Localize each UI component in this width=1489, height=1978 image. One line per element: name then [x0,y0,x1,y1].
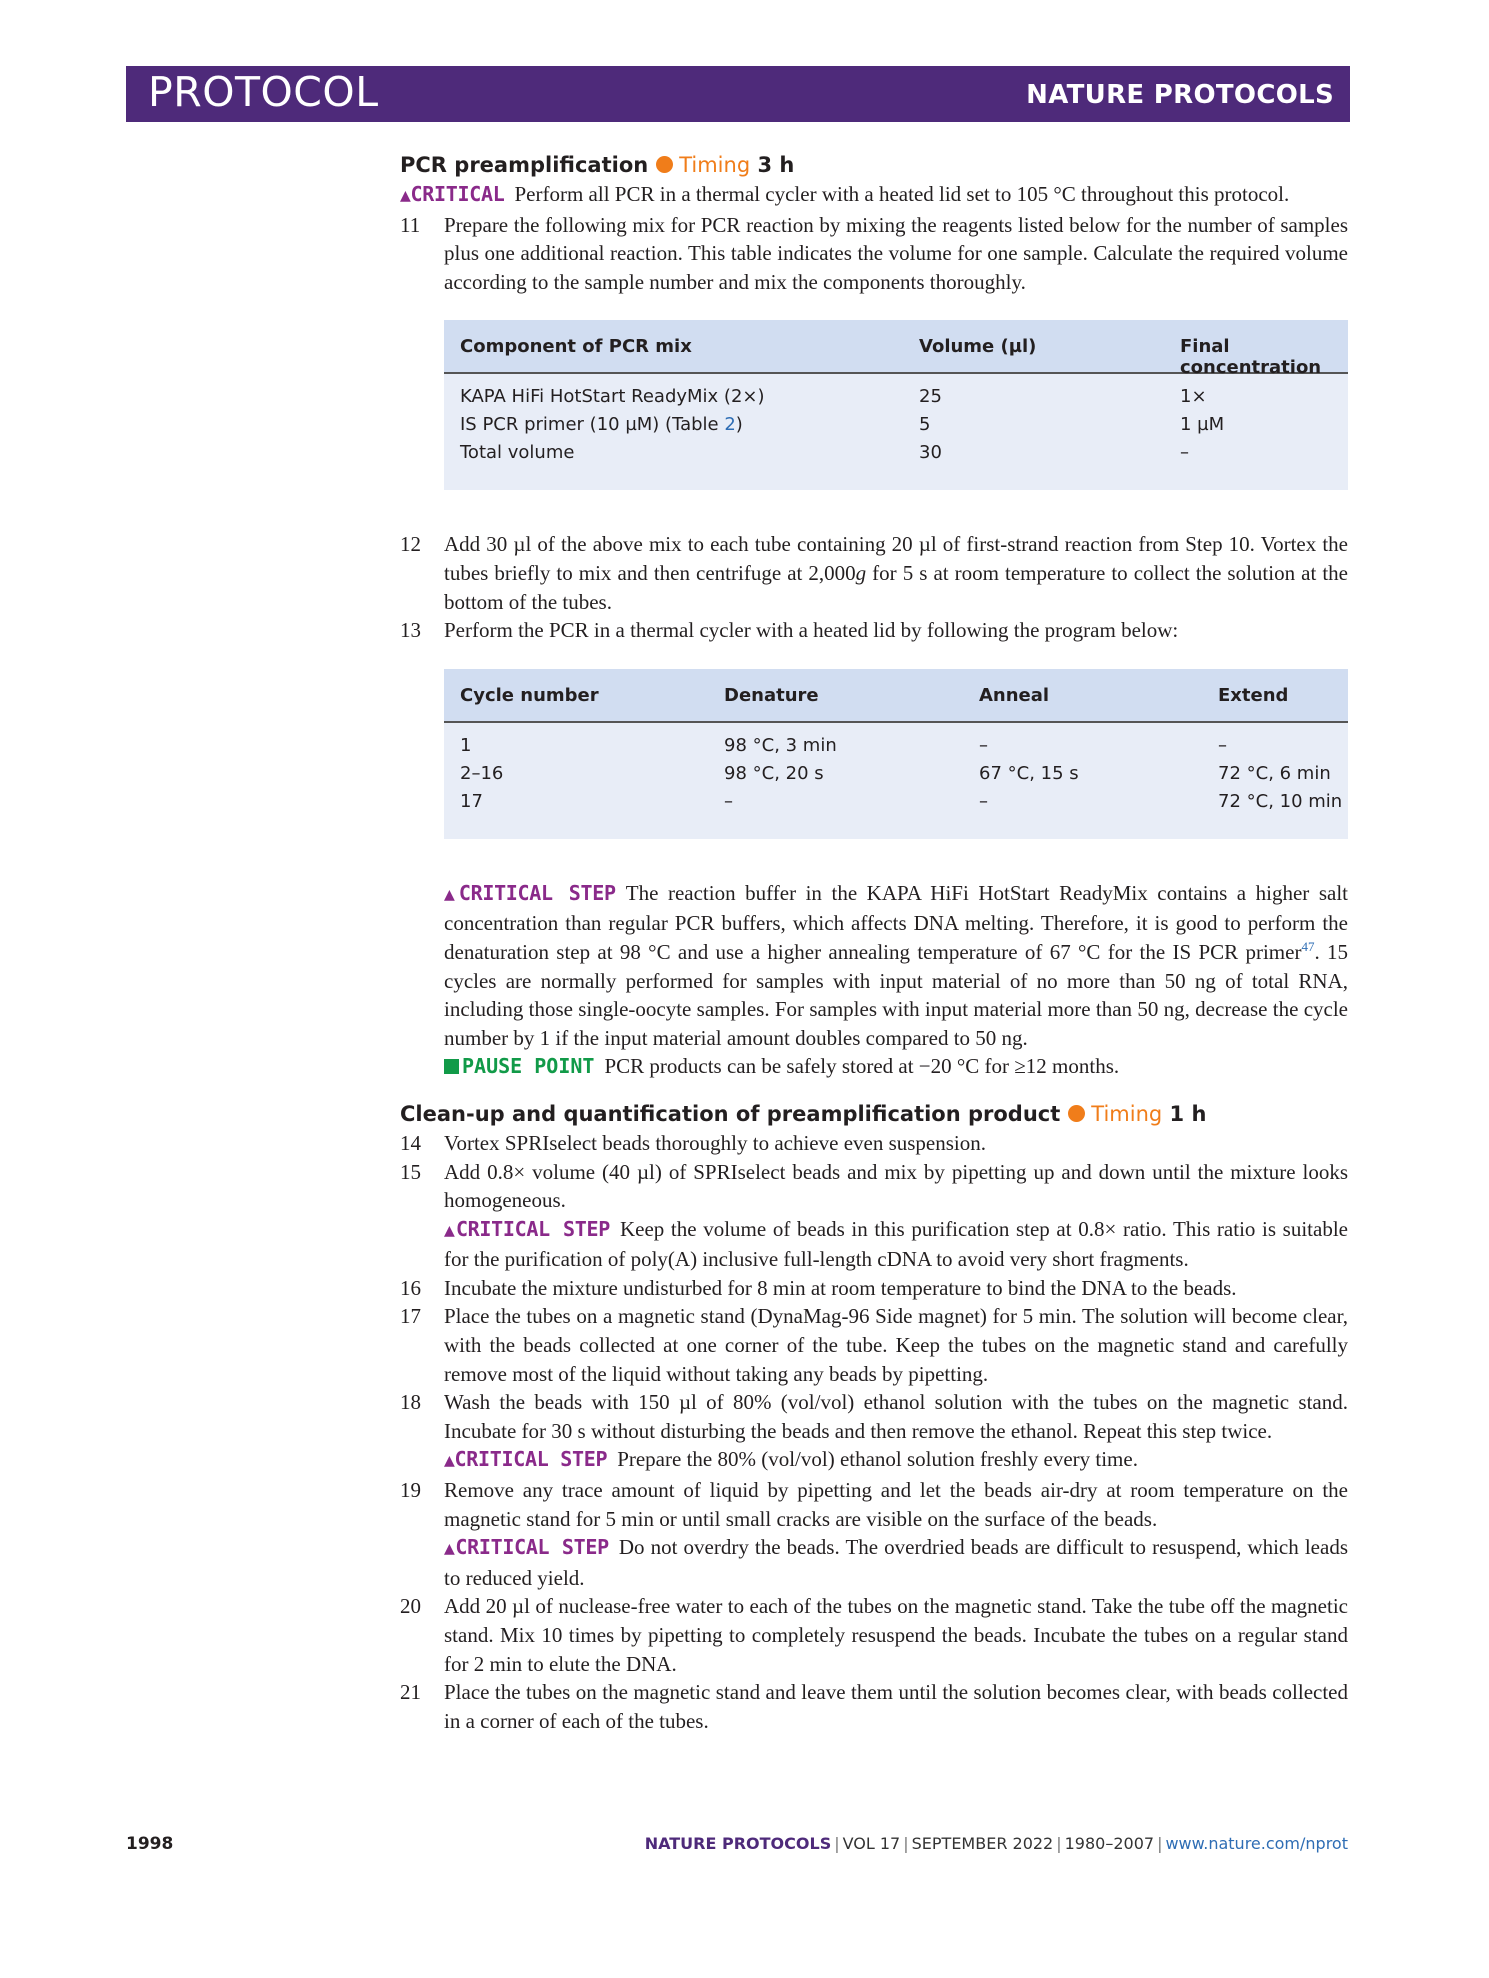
step-text: Place the tubes on a magnetic stand (DynaMag-96 Side magnet) for 5 min. The solution will become clear, with the beads collected at one corner of the tube. Keep the tubes on the magnetic stand and carefully remove most of the liquid without taking any beads by pipetting. [444,1304,1348,1386]
critical-step-text: ▲CRITICAL STEP The reaction buffer in the KAPA HiFi HotStart ReadyMix contains a higher salt concentration than regular PCR buffers, which affects DNA melting. Therefore, it is good to perform the denaturation step at 98 °C and use a higher annealing temperature of 67 °C for the IS PCR primer$^{47}$. 15 cycles are normally performed for samples with input material of no more than 50 ng of total RNA, including those single-oocyte samples. For samples with input material more than 50 ng, decrease the cycle number by 1 if the input material amount doubles compared to 50 ng. [444,880,1349,1050]
page-number: 1998 [126,1834,174,1854]
article-body [400,150,1348,1735]
table-cell: – [724,790,733,812]
step-text: Add 30 µl of the above mix to each tube containing 20 µl of first-strand reaction from Step 10. Vortex the tubes briefly to mix and then centrifuge at 2,000g for 5 s at room temperature to collect the solution at the bottom of the tubes. [444,532,1348,614]
step-18 [400,1388,1348,1476]
critical-triangle-icon: ▲ [444,1450,455,1472]
step-text: Perform the PCR in a thermal cycler with a heated lid by following the program below: [444,618,1179,643]
column-header: Anneal [979,684,1050,706]
pause-point-label: PAUSE POINT [444,1054,594,1078]
footer-volume: VOL 17 [842,1834,901,1853]
critical-step-label: ▲CRITICAL STEP [444,1447,608,1472]
step-number: 12 [400,532,421,557]
critical-triangle-icon: ▲ [444,1219,456,1241]
critical-triangle-icon: ▲ [444,883,459,905]
table-cell: 67 °C, 15 s [979,762,1079,784]
pcr-mix-table [444,320,1348,490]
table-cell: 1× [1180,386,1207,408]
critical-step-label: ▲CRITICAL STEP [444,1216,610,1241]
step-19 [400,1476,1348,1592]
table-cell: – [979,790,988,812]
critical-step-text: ▲CRITICAL STEP Prepare the 80% (vol/vol) ethanol solution freshly every time. [444,1447,1138,1472]
critical-note [400,180,1348,211]
step-20 [400,1592,1348,1678]
table-cell: 17 [460,790,483,812]
header-banner [126,66,1350,122]
critical-step-label: ▲CRITICAL STEP [444,880,616,905]
table-header [444,320,1348,379]
step-number: 18 [400,1390,421,1415]
timing-dot-icon [1068,1105,1085,1122]
table-cell: 98 °C, 3 min [724,734,837,756]
reference-link[interactable]: 47 [1301,938,1315,954]
critical-step-text: ▲CRITICAL STEP Keep the volume of beads in this purification step at 0.8× ratio. This ratio is suitable for the purification of poly(A) inclusive full-length cDNA to avoid very short fragments. [444,1216,1348,1272]
step-number: 15 [400,1159,421,1184]
table-cell: KAPA HiFi HotStart ReadyMix (2×) [460,386,765,408]
table-cell: 98 °C, 20 s [724,762,824,784]
section-title: PCR preamplification [400,153,649,177]
table-cell: – [1218,734,1227,756]
critical-step-13 [400,879,1348,1081]
step-text: Vortex SPRIselect beads thoroughly to achieve even suspension. [444,1130,987,1155]
table-cell: 1 µM [1180,414,1225,436]
timing-label: Timing [1091,1101,1163,1126]
step-number: 19 [400,1478,421,1503]
step-number: 13 [400,618,421,643]
step-number: 11 [400,212,421,237]
step-15 [400,1158,1348,1274]
step-text: Add 0.8× volume (40 µl) of SPRIselect beads and mix by pipetting up and down until the mixture looks homogeneous. [444,1159,1348,1213]
step-11 [400,211,1348,297]
step-16 [400,1274,1348,1303]
footer-pages: 1980–2007 [1064,1834,1155,1853]
critical-triangle-icon: ▲ [400,185,411,206]
table-cell: 30 [919,442,942,464]
table-row [444,731,1348,759]
column-header: Volume (µl) [919,336,1037,358]
step-text: Prepare the following mix for PCR reaction by mixing the reagents listed below for the number of samples plus one additional reaction. This table indicates the volume for one sample. Calculate the required volume according to the sample number and mix the components thoroughly. [444,212,1348,294]
timing-value: 1 h [1169,1101,1207,1126]
step-number: 21 [400,1680,421,1705]
footer-url-link[interactable]: www.nature.com/nprot [1165,1834,1348,1853]
column-header: Cycle number [460,684,599,706]
column-header: Denature [724,684,819,706]
table-cell: 1 [460,734,472,756]
step-text: Add 20 µl of nuclease-free water to each of the tubes on the magnetic stand. Take the tube off the magnetic stand. Mix 10 times by pipetting to completely resuspend the beads. Incubate the tubes on a regular stand for 2 min to elute the DNA. [444,1594,1348,1676]
step-number: 16 [400,1275,421,1300]
table-cell: 72 °C, 6 min [1218,762,1331,784]
critical-step-text: ▲CRITICAL STEP Do not overdry the beads. The overdried beads are difficult to resuspend, which leads to reduced yield. [444,1535,1348,1590]
step-17 [400,1302,1348,1388]
table-reference-link[interactable]: 2 [724,414,736,436]
table-cell: – [979,734,988,756]
column-header: Final concentration [1180,336,1322,379]
table-cell: IS PCR primer (10 µM) (Table 2) [460,414,743,436]
critical-triangle-icon: ▲ [444,1538,456,1560]
timing-label: Timing [679,153,751,177]
footer-citation: NATURE PROTOCOLS | VOL 17 | SEPTEMBER 2022 | 1980–2007 | www.nature.com/nprot [644,1834,1348,1853]
step-text: Place the tubes on the magnetic stand and leave them until the solution becomes clear, with beads collected in a corner of each of the tubes. [444,1680,1348,1733]
step-number: 14 [400,1130,421,1155]
table-row [444,382,1348,410]
step-number: 17 [400,1304,421,1329]
pcr-program-table [444,669,1348,839]
table-row [444,759,1348,787]
critical-step-label: ▲CRITICAL STEP [444,1535,609,1560]
table-cell: 25 [919,386,942,408]
column-header: Component of PCR mix [460,336,692,358]
section-label: PROTOCOL [148,68,379,116]
footer-date: SEPTEMBER 2022 [911,1834,1054,1853]
critical-label: ▲CRITICAL [400,182,505,206]
step-text: Remove any trace amount of liquid by pipetting and let the beads air-dry at room temperature on the magnetic stand for 5 min or until small cracks are visible on the surface of the beads. [444,1478,1348,1531]
step-13 [400,616,1348,645]
step-21 [400,1678,1348,1735]
step-12 [400,530,1348,616]
table-row [444,438,1348,466]
table-cell: 72 °C, 10 min [1218,790,1343,812]
table-row [444,787,1348,815]
step-text: Incubate the mixture undisturbed for 8 min at room temperature to bind the DNA to the beads. [444,1275,1237,1300]
timing-dot-icon [656,156,673,173]
step-14 [400,1129,1348,1158]
table-row [444,410,1348,438]
column-header: Extend [1218,684,1289,706]
section-heading-pcr [400,150,1348,180]
step-text: Wash the beads with 150 µl of 80% (vol/vol) ethanol solution with the tubes on the magnetic stand. Incubate for 30 s without disturbing the beads and then remove the ethanol. Repeat this step twice. [444,1390,1348,1443]
journal-name: NATURE PROTOCOLS [1026,80,1334,110]
table-cell: 2–16 [460,762,504,784]
footer-journal: NATURE PROTOCOLS [644,1834,832,1853]
table-cell: 5 [919,414,931,436]
timing-value: 3 h [757,153,795,177]
pause-point: PAUSE POINT PCR products can be safely stored at −20 °C for ≥12 months. [444,1052,1348,1081]
step-number: 20 [400,1594,421,1619]
critical-text: Perform all PCR in a thermal cycler with a heated lid set to 105 °C throughout this protocol. [514,182,1290,206]
table-cell: – [1180,442,1189,464]
section-title: Clean-up and quantification of preamplification product [400,1101,1061,1126]
table-header [444,669,1348,723]
table-cell: Total volume [460,442,575,464]
pause-square-icon [444,1059,459,1074]
section-heading-cleanup [400,1099,1348,1129]
